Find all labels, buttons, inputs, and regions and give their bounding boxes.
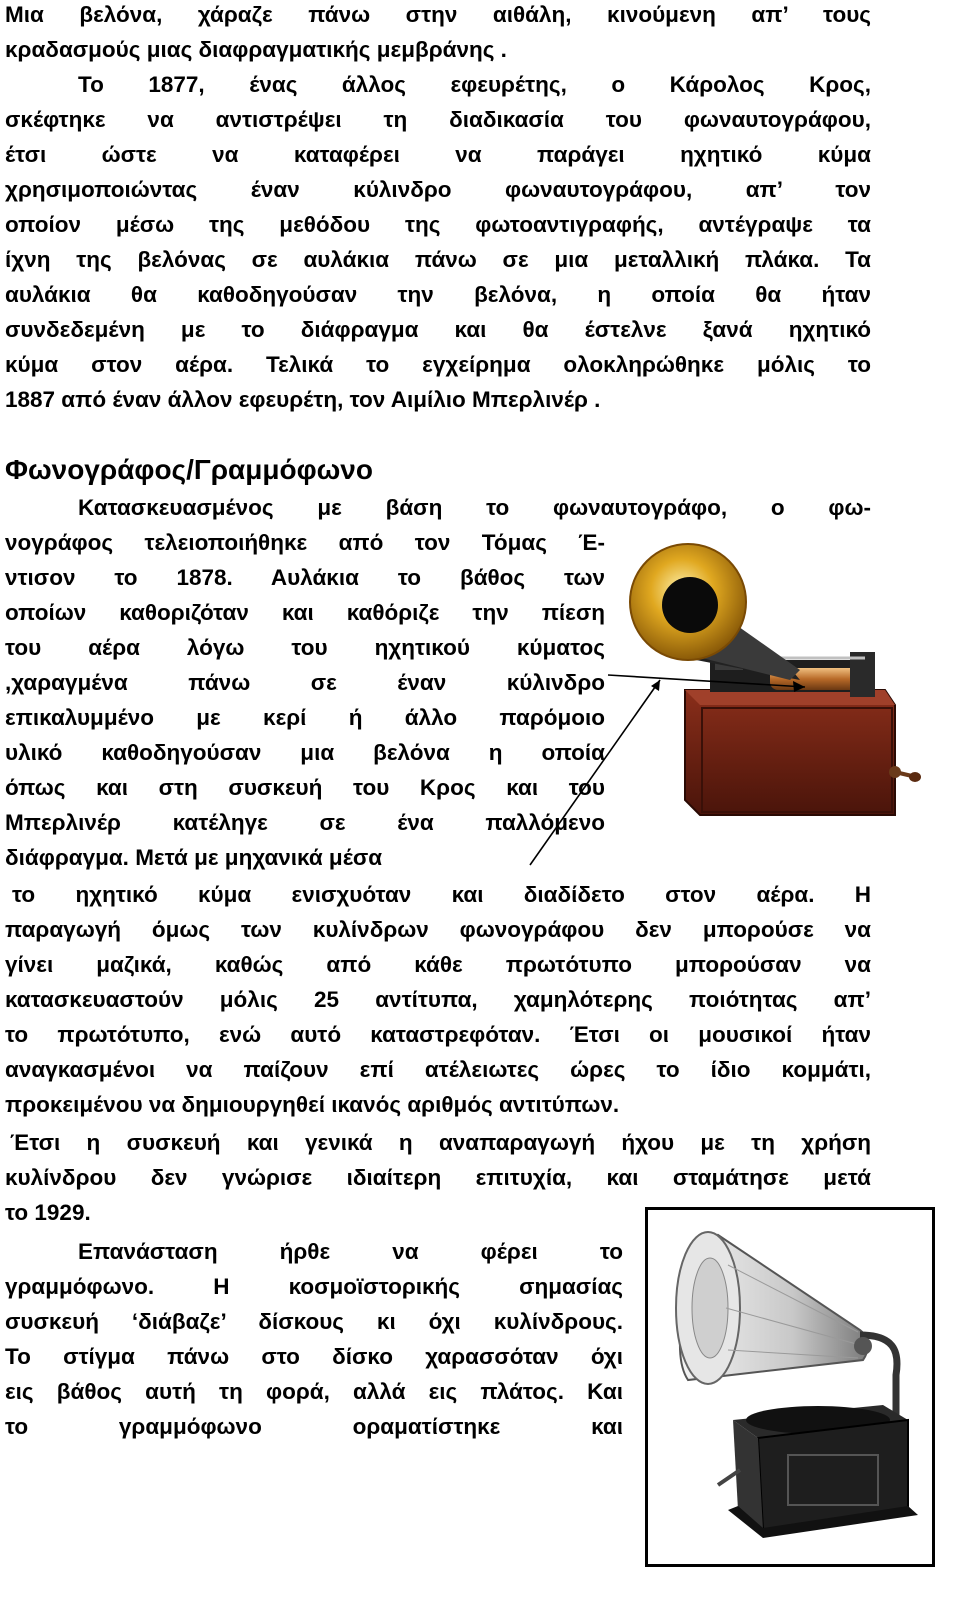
text-line: κατασκευαστούν μόλις 25 αντίτυπα, χαμηλότερης ποιότητας απ’ — [5, 987, 871, 1012]
text-line: έτσι ώστε να καταφέρει να παράγει ηχητικό κύμα — [5, 142, 871, 167]
text-line: συνδεδεμένη με το διάφραγμα και θα έστελνε ξανά ηχητικό — [5, 317, 871, 342]
text-line: αυλάκια θα καθοδηγούσαν την βελόνα, η οποία θα ήταν — [5, 282, 871, 307]
gramophone-image — [645, 1207, 935, 1567]
text-line: Μπερλινέρ κατέληγε σε ένα παλλόμενο — [5, 810, 605, 835]
text-line: Το στίγμα πάνω στο δίσκο χαρασσόταν όχι — [5, 1344, 623, 1369]
text-line: όπως και στη συσκευή του Κρος και του — [5, 775, 605, 800]
text-line: Έτσι η συσκευή και γενικά η αναπαραγωγή ήχου με τη χρήση — [10, 1130, 871, 1155]
text-line: αναγκασμένοι να παίζουν επί ατέλειωτες ώρες το ίδιο κομμάτι, — [5, 1057, 871, 1082]
text-line: το πρωτότυπο, ενώ αυτό καταστρεφόταν. Έτσι οι μουσικοί ήταν — [5, 1022, 871, 1047]
text-line: κύμα στον αέρα. Τελικά το εγχείρημα ολοκληρώθηκε μόλις το — [5, 352, 871, 377]
text-line: Το 1877, ένας άλλος εφευρέτης, ο Κάρολος Κρος, — [78, 72, 871, 97]
text-line: Επανάσταση ήρθε να φέρει το — [78, 1239, 623, 1264]
text-line: γίνει μαζικά, καθώς από κάθε πρωτότυπο μπορούσαν να — [5, 952, 871, 977]
text-line: παραγωγή όμως των κυλίνδρων φωνογράφου δεν μπορούσε να — [5, 917, 871, 942]
text-line: προκειμένου να δημιουργηθεί ικανός αριθμός αντιτύπων. — [5, 1092, 620, 1117]
text-line: ντισον το 1878. Αυλάκια το βάθος των — [5, 565, 605, 590]
text-line: Κατασκευασμένος με βάση το φωναυτογράφο, ο φω- — [78, 495, 871, 520]
text-line: οποίον μέσω της μεθόδου της φωτοαντιγραφής, αντέγραψε τα — [5, 212, 871, 237]
text-line: νογράφος τελειοποιήθηκε από τον Τόμας Έ- — [5, 530, 605, 555]
text-line: του αέρα λόγω του ηχητικού κύματος — [5, 635, 605, 660]
text-line: υλικό καθοδηγούσαν μια βελόνα η οποία — [5, 740, 605, 765]
text-line: συσκευή ‘διάβαζε’ δίσκους κι όχι κυλίνδρους. — [5, 1309, 623, 1334]
section-heading: Φωνογράφος/Γραμμόφωνο — [5, 454, 373, 485]
text-line: κυλίνδρου δεν γνώρισε ιδιαίτερη επιτυχία, και σταμάτησε μετά — [5, 1165, 871, 1190]
text-line: 1887 από έναν άλλον εφευρέτη, τον Αιμίλιο Μπερλινέρ . — [5, 387, 601, 412]
text-line: το γραμμόφωνο οραματίστηκε και — [5, 1414, 623, 1439]
text-line: χρησιμοποιώντας έναν κύλινδρο φωναυτογράφου, απ’ τον — [5, 177, 871, 202]
text-line: ίχνη της βελόνας σε αυλάκια πάνω σε μια μεταλλική πλάκα. Τα — [5, 247, 871, 272]
text-line: το 1929. — [5, 1200, 91, 1225]
text-line: οποίων καθοριζόταν και καθόριζε την πίεση — [5, 600, 605, 625]
text-line: το ηχητικό κύμα ενισχυόταν και διαδίδετο στον αέρα. Η — [12, 882, 871, 907]
phonograph-image — [520, 540, 940, 870]
text-line: διάφραγμα. Μετά με μηχανικά μέσα — [5, 845, 383, 870]
text-line: ,χαραγμένα πάνω σε έναν κύλινδρο — [5, 670, 605, 695]
text-line: σκέφτηκε να αντιστρέψει τη διαδικασία του φωναυτογράφου, — [5, 107, 871, 132]
text-line: Μια βελόνα, χάραζε πάνω στην αιθάλη, κινούμενη απ’ τους — [5, 2, 871, 27]
text-line: επικαλυμμένο με κερί ή άλλο παρόμοιο — [5, 705, 605, 730]
text-line: γραμμόφωνο. Η κοσμοϊστορικής σημασίας — [5, 1274, 623, 1299]
text-line: εις βάθος αυτή τη φορά, αλλά εις πλάτος. Και — [5, 1379, 623, 1404]
text-line: κραδασμούς μιας διαφραγματικής μεμβράνης . — [5, 37, 507, 62]
